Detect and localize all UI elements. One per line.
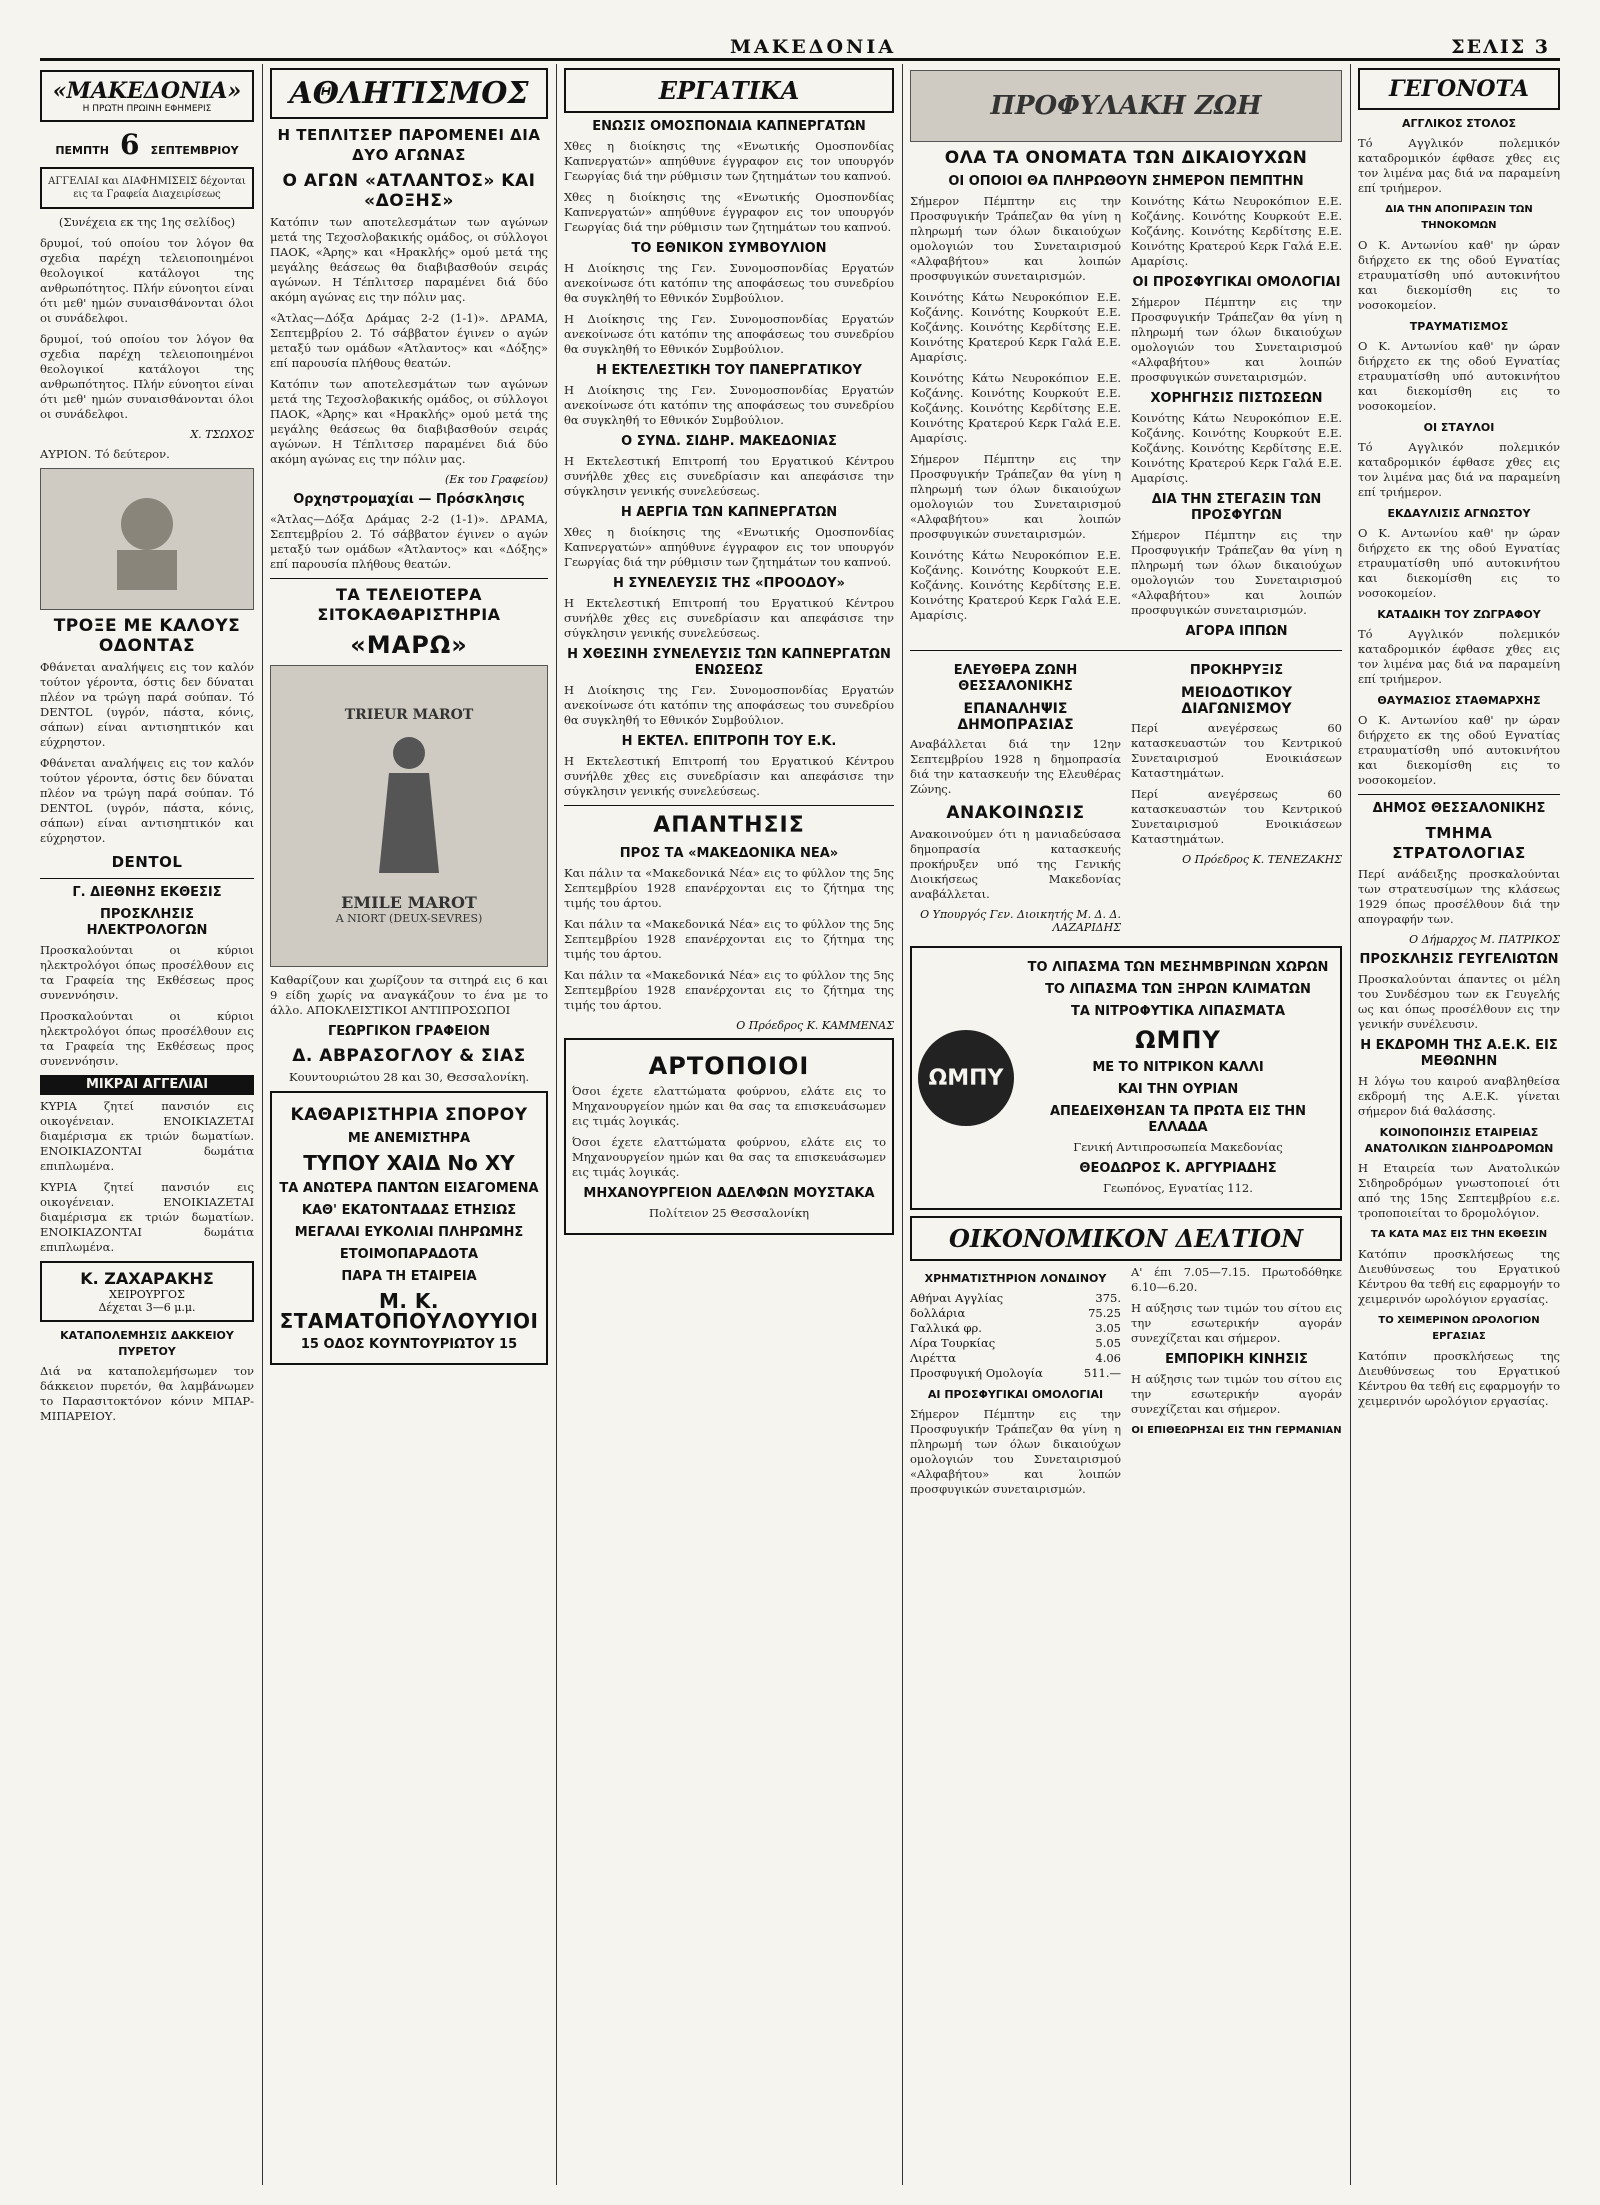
fert-line: Γενική Αντιπροσωπεία Μακεδονίας	[1073, 1140, 1283, 1154]
date-num: 6	[120, 128, 140, 161]
seed-sub: ΜΕ ΑΝΕΜΙΣΤΗΡΑ	[347, 1131, 471, 1146]
market-note: Α' έπι 7.05—7.15. Πρωτοδόθηκε 6.10—6.20.	[1131, 1265, 1342, 1294]
divider	[1358, 794, 1560, 795]
ad-agent: ΓΕΩΡΓΙΚΟΝ ΓΡΑΦΕΙΟΝ	[328, 1024, 490, 1039]
article-text: Ο Κ. Αντωνίου καθ' ην ώραν διήρχετο εκ της οδού Εγνατίας ετραυματίσθη υπό αυτοκινήτου και διεκομίσθη εις το νοσοκομείον.	[1358, 713, 1560, 787]
article-text: Κατόπιν των αποτελεσμάτων των αγώνων μετά της Τεχοσλοβακικής ομάδος, οι σύλλογοι ΠΑΟΚ, «Άρης» και «Ηρακλής» ομού μετά της μεγάλης θεάσεως θα διαβιβασθούν σειράς αγώνων. Η Τέπλιτσερ παραμένει διά δύο ακόμη αγώνας εις την πόλιν μας.	[270, 215, 548, 304]
answer-body: Και πάλιν τα «Μακεδονικά Νέα» εις το φύλλον της 5ης Σεπτεμβρίου 1928 επανέρχονται εις το ζήτημα της τιμής του άρτου.	[564, 866, 894, 910]
column-divider	[262, 64, 263, 2185]
dentol-body: Φθάνεται αναλήψεις εις τον καλόν τούτον γέροντα, όστις δεν δύναται πλέον να τρώγη παρά σούπαν. Τό DENTOL (υγρόν, πάστα, κόνις, σάπων) είναι αντισηπτικόν και εύχρηστον.	[40, 756, 254, 845]
answer-signature: Ο Πρόεδρος Κ. ΚΑΜΜΕΝΑΣ	[736, 1019, 894, 1032]
exchange-value: 3.05	[1095, 1321, 1121, 1335]
fert-line: ΤΟ ΛΙΠΑΣΜΑ ΤΩΝ ΞΗΡΩΝ ΚΛΙΜΑΤΩΝ	[1045, 982, 1311, 997]
subhead: ΕΚΔΑΥΛΙΣΙΣ ΑΓΝΩΣΤΟΥ	[1387, 507, 1531, 520]
rail-body: Η Εταιρεία των Ανατολικών Σιδηροδρόμων γνωστοποιεί ότι από της 15ης Σεπτεμβρίου ε.ε. τροποποιείται το δρομολόγιον.	[1358, 1161, 1560, 1220]
article-text: Κοινότης Κάτω Νευροκόπιον Ε.Ε. Κοζάνης. Κοινότης Κουρκούτ Ε.Ε. Κοζάνης. Κοινότης Κερδίτσης Ε.Ε. Κοινότης Κρατερού Κερκ Γαλά Ε.Ε. Αμαρίσις.	[1131, 411, 1342, 485]
ad-image-place: A NIORT (DEUX-SEVRES)	[335, 912, 483, 925]
subhead: Η ΕΚΤΕΛ. ΕΠΙΤΡΟΠΗ ΤΟΥ Ε.Κ.	[621, 734, 837, 749]
subhead: ΤΡΑΥΜΑΤΙΣΜΟΣ	[1409, 320, 1509, 333]
fert-agent: ΘΕΟΔΩΡΟΣ Κ. ΑΡΓΥΡΙΑΔΗΣ	[1079, 1161, 1277, 1176]
nameplate-box	[40, 70, 254, 122]
small-ads-body: ΚΥΡΙΑ ζητεί πανσιόν εις οικογένειαν. ΕΝΟΙΚΙΑΖΕΤΑΙ διαμέρισμα εκ τριών δωματίων. ΕΝΟΙΚΙΑΖΟΝΤΑΙ δωμάτια επιπλωμένα.	[40, 1099, 254, 1173]
expo-body: Προσκαλούνται οι κύριοι ηλεκτρολόγοι όπως προσέλθουν εις τα Γραφεία της Εκθέσεως προς συνεννόησιν.	[40, 1009, 254, 1068]
article-text: Κοινότης Κάτω Νευροκόπιον Ε.Ε. Κοζάνης. Κοινότης Κουρκούτ Ε.Ε. Κοζάνης. Κοινότης Κερδίτσης Ε.Ε. Κοινότης Κρατερού Κερκ Γαλά Ε.Ε. Αμαρίσις.	[910, 548, 1121, 622]
subhead: ΑΙ ΠΡΟΣΦΥΓΙΚΑΙ ΟΜΟΛΟΓΙΑΙ	[927, 1388, 1104, 1401]
headline: ΟΙ ΟΠΟΙΟΙ ΘΑ ΠΛΗΡΩΘΟΥΝ ΣΗΜΕΡΟΝ ΠΕΜΠΤΗΝ	[948, 174, 1304, 189]
tender-body: Περί ανεγέρσεως 60 κατασκευαστών του Κεντρικού Συνεταιρισμού Ενοικιάσεων Καταστημάτων.	[1131, 787, 1342, 846]
exchange-row	[910, 1351, 1121, 1366]
seed-line: ΤΑ ΑΝΩΤΕΡΑ ΠΑΝΤΩΝ ΕΙΣΑΓΟΜΕΝΑ	[279, 1181, 539, 1196]
page-label: ΣΕΛΙΣ 3	[1451, 36, 1550, 58]
article-text: Η Εκτελεστική Επιτροπή του Εργατικού Κέντρου συνήλθε χθες εις συνεδρίασιν και απεφάσισε την σύγκλησιν γενικής συνελεύσεως.	[564, 754, 894, 798]
article-text: Σήμερον Πέμπτην εις την Προσφυγικήν Τράπεζαν θα γίνη η πληρωμή των όλων δικαιούχων ομολογιών του Συνεταιρισμού «Αλφαβήτου» και λοιπών προσφυγικών συνεταιρισμών.	[1131, 528, 1342, 617]
zacharakis-role: ΧΕΙΡΟΥΡΓΟΣ	[109, 1288, 185, 1301]
divider	[270, 578, 548, 579]
exchange-value: 4.06	[1095, 1351, 1121, 1365]
market-notes	[1131, 1265, 1342, 1503]
seed-line: ΠΑΡΑ ΤΗ ΕΤΑΙΡΕΙΑ	[341, 1269, 477, 1284]
notice-signature: Ο Υπουργός Γεν. Διοικητής Μ. Δ. Δ. ΛΑΖΑΡΙΔΗΣ	[920, 908, 1121, 934]
article-text: Σήμερον Πέμπτην εις την Προσφυγικήν Τράπεζαν θα γίνη η πληρωμή των όλων δικαιούχων ομολογιών του Συνεταιρισμού «Αλφαβήτου» και λοιπών προσφυγικών συνεταιρισμών.	[1131, 295, 1342, 384]
headline: ΟΛΑ ΤΑ ΟΝΟΜΑΤΑ ΤΩΝ ΔΙΚΑΙΟΥΧΩΝ	[944, 148, 1308, 168]
article-text: Κοινότης Κάτω Νευροκόπιον Ε.Ε. Κοζάνης. Κοινότης Κουρκούτ Ε.Ε. Κοζάνης. Κοινότης Κερδίτσης Ε.Ε. Κοινότης Κρατερού Κερκ Γαλά Ε.Ε. Αμαρίσις.	[910, 371, 1121, 445]
subhead: ΤΑ ΚΑΤΑ ΜΑΣ ΕΙΣ ΤΗΝ ΕΚΘΕΣΙΝ	[1370, 1229, 1548, 1240]
avrion-note: ΑΥΡΙΟΝ. Τό δεύτερον.	[40, 447, 170, 461]
article-text: Σήμερον Πέμπτην εις την Προσφυγικήν Τράπεζαν θα γίνη η πληρωμή των όλων δικαιούχων ομολογιών του Συνεταιρισμού «Αλφαβήτου» και λοιπών προσφυγικών συνεταιρισμών.	[910, 1407, 1121, 1496]
illustration-icon	[40, 468, 254, 610]
section-banner-refugee: ΠΡΟΦΥΛΑΚΗ ΖΩΗ	[910, 70, 1342, 142]
article-text: δρυμοί, τού οποίου τον λόγον θα σχεδια παρέχη τελειοποιημένοι θεολογικοί κατάλογοι της ανθρωπότητος. Πλήν εύνοητοι είναι ότι μεθ' ημών συναισθάνονται όλοι οι συνάδελφοι.	[40, 332, 254, 421]
exchange-row	[910, 1306, 1121, 1321]
column-2	[270, 64, 548, 2195]
trade-zone-notice	[910, 657, 1121, 940]
subhead: ΔΙΑ ΤΗΝ ΣΤΕΓΑΣΙΝ ΤΩΝ ΠΡΟΣΦΥΓΩΝ	[1151, 492, 1322, 523]
bakers-body: Όσοι έχετε ελαττώματα φούρνου, ελάτε εις το Μηχανουργείον ημών και θα σας τα επισκευάσωμεν εις τιμάς λογικάς.	[572, 1084, 886, 1128]
column-divider	[556, 64, 557, 2185]
article-text: Χθες η διοίκησις της «Ενωτικής Ομοσπονδίας Καπνεργατών» απηύθυνε έγγραφον εις τον υπουργόν Γεωργίας διά την ρύθμισιν των ζητημάτων του καπνού.	[564, 190, 894, 234]
farmer-sowing-icon	[270, 665, 548, 967]
article-text: δρυμοί, τού οποίου τον λόγον θα σχεδια παρέχη τελειοποιημένοι θεολογικοί κατάλογοι της ανθρωπότητος. Πλήν εύνοητοι είναι ότι μεθ' ημών συναισθάνονται όλοι οι συνάδελφοι.	[40, 236, 254, 325]
dept-sub: ΤΜΗΜΑ ΣΤΡΑΤΟΛΟΓΙΑΣ	[1392, 824, 1526, 862]
subhead: ΔΙΑ ΤΗΝ ΑΠΟΠΙΡΑΣΙΝ ΤΩΝ ΤΗΝΟΚΟΜΩΝ	[1385, 204, 1533, 231]
exchange-row	[910, 1321, 1121, 1336]
column-5	[1358, 64, 1560, 2195]
zacharakis-hours: Δέχεται 3—6 μ.μ.	[98, 1301, 196, 1314]
subhead: ΚΑΤΑΔΙΚΗ ΤΟΥ ΖΩΓΡΑΦΟΥ	[1377, 608, 1541, 621]
circle-logo-icon: ΩΜΠΥ	[918, 1030, 1014, 1126]
sub-column	[910, 194, 1121, 644]
subhead: ΟΙ ΣΤΑΥΛΟΙ	[1423, 421, 1495, 434]
seed-line: ΕΤΟΙΜΟΠΑΡΑΔΟΤΑ	[339, 1247, 479, 1262]
expo-body: Προσκαλούνται οι κύριοι ηλεκτρολόγοι όπως προσέλθουν εις τα Γραφεία της Εκθέσεως προς συνεννόησιν.	[40, 943, 254, 1002]
section-banner-labor: ΕΡΓΑΤΙΚΑ	[564, 68, 894, 113]
subhead: ΑΓΟΡΑ ΙΠΠΩΝ	[1185, 624, 1288, 639]
section-banner-events: ΓΕΓΟΝΟΤΑ	[1358, 68, 1560, 110]
small-ads-body: ΚΥΡΙΑ ζητεί πανσιόν εις οικογένειαν. ΕΝΟΙΚΙΑΖΕΤΑΙ διαμέρισμα εκ τριών δωματίων. ΕΝΟΙΚΙΑΖΟΝΤΑΙ δωμάτια επιπλωμένα.	[40, 1180, 254, 1254]
sub-column	[1131, 194, 1342, 644]
nameplate: «ΜΑΚΕΔΟΝΙΑ»	[52, 78, 242, 104]
article-text: Τό Αγγλικόν πολεμικόν καταδρομικόν έφθασε χθες εις τον λιμένα μας διά να παραμείνη επί τριήμερον.	[1358, 440, 1560, 499]
fever-title: ΚΑΤΑΠΟΛΕΜΗΣΙΣ ΔΑΚΚΕΙΟΥ ΠΥΡΕΤΟΥ	[60, 1329, 234, 1358]
seed-line: ΜΕΓΑΛΑΙ ΕΥΚΟΛΙΑΙ ΠΛΗΡΩΜΗΣ	[294, 1225, 524, 1240]
answer-body: Και πάλιν τα «Μακεδονικά Νέα» εις το φύλλον της 5ης Σεπτεμβρίου 1928 επανέρχονται εις το ζήτημα της τιμής του άρτου.	[564, 968, 894, 1012]
ad-agent-name: Δ. ΑΒΡΑΣΟΓΛΟΥ & ΣΙΑΣ	[292, 1046, 526, 1066]
seed-model: Νο ΧΥ	[447, 1151, 515, 1175]
exchange-label: Προσφυγική Ομολογία	[910, 1366, 1043, 1380]
fertilizer-text	[1022, 954, 1334, 1202]
bakers-body: Όσοι έχετε ελαττώματα φούρνου, ελάτε εις το Μηχανουργείον ημών και θα σας τα επισκευάσωμεν εις τιμάς λογικάς.	[572, 1135, 886, 1179]
dept-title: ΔΗΜΟΣ ΘΕΣΣΑΛΟΝΙΚΗΣ	[1372, 801, 1546, 816]
article-text: Ο Κ. Αντωνίου καθ' ην ώραν διήρχετο εκ της οδού Εγνατίας ετραυματίσθη υπό αυτοκινήτου και διεκομίσθη εις το νοσοκομείον.	[1358, 526, 1560, 600]
column-divider	[1350, 64, 1351, 2185]
exchange-value: 75.25	[1088, 1306, 1121, 1320]
seed-type: ΤΥΠΟΥ	[303, 1151, 380, 1175]
ad-agent-addr: Κουντουριώτου 28 και 30, Θεσσαλονίκη.	[288, 1070, 529, 1084]
article-text: Κατόπιν προσκλήσεως της Διευθύνσεως του Εργατικού Κέντρου θα τεθή εις εφαρμογήν το χειμερινόν ωρολόγιον εργασίας.	[1358, 1247, 1560, 1306]
column-1	[40, 64, 254, 2195]
notice-body: Ανακοινούμεν ότι η μανιαδεύσασα δημοπρασία κατασκευής προκήρυξεν υπό της Γενικής Διοικήσεως Μακεδονίας αναβάλλεται.	[910, 827, 1121, 901]
subhead: Η ΕΚΤΕΛΕΣΤΙΚΗ ΤΟΥ ΠΑΝΕΡΓΑΤΙΚΟΥ	[596, 363, 862, 378]
exchange-row	[910, 1336, 1121, 1351]
excursion-title: Η ΕΚΔΡΟΜΗ ΤΗΣ Α.Ε.Κ. ΕΙΣ ΜΕΘΩΝΗΝ	[1360, 1038, 1558, 1069]
signature: (Εκ του Γραφείου)	[445, 473, 548, 486]
notice-title: ΑΝΑΚΟΙΝΩΣΙΣ	[946, 803, 1085, 823]
tender-sub: ΜΕΙΟΔΟΤΙΚΟΥ ΔΙΑΓΩΝΙΣΜΟΥ	[1181, 685, 1292, 717]
tender-title: ΠΡΟΚΗΡΥΞΙΣ	[1189, 663, 1284, 678]
column-divider	[902, 64, 903, 2185]
article-text: Η Εκτελεστική Επιτροπή του Εργατικού Κέντρου συνήλθε χθες εις συνεδρίασιν και απεφάσισε την σύγκλησιν γενικής συνελεύσεως.	[564, 596, 894, 640]
exchange-title: ΧΡΗΜΑΤΙΣΤΗΡΙΟΝ ΛΟΝΔΙΝΟΥ	[924, 1272, 1107, 1285]
date-block	[40, 128, 254, 161]
exchange-row	[910, 1366, 1121, 1381]
exchange-value: 375.	[1095, 1291, 1121, 1305]
subhead: ΤΟ ΕΘΝΙΚΟΝ ΣΥΜΒΟΥΛΙΟΝ	[631, 241, 827, 256]
dept-signature: Ο Δήμαρχος Μ. ΠΑΤΡΙΚΟΣ	[1409, 933, 1560, 946]
bakers-ad	[564, 1038, 894, 1235]
article-text: Χθες η διοίκησις της «Ενωτικής Ομοσπονδίας Καπνεργατών» απηύθυνε έγγραφον εις τον υπουργόν Γεωργίας διά την ρύθμισιν των ζητημάτων του καπνού.	[564, 525, 894, 569]
divider	[564, 805, 894, 806]
answer-body: Και πάλιν τα «Μακεδονικά Νέα» εις το φύλλον της 5ης Σεπτεμβρίου 1928 επανέρχονται εις το ζήτημα της τιμής του άρτου.	[564, 917, 894, 961]
ad-body: Καθαρίζουν και χωρίζουν τα σιτηρά εις 6 και 9 είδη χωρίς να αναγκάζουν το ένα με το άλλο. ΑΠΟΚΛΕΙΣΤΙΚΟΙ ΑΝΤΙΠΡΟΣΩΠΟΙ	[270, 973, 548, 1017]
article-text: Τό Αγγλικόν πολεμικόν καταδρομικόν έφθασε χθες εις τον λιμένα μας διά να παραμείνη επί τριήμερον.	[1358, 627, 1560, 686]
exchange-label: δολλάρια	[910, 1306, 966, 1320]
fert-line: ΤΟ ΛΙΠΑΣΜΑ ΤΩΝ ΜΕΣΗΜΒΡΙΝΩΝ ΧΩΡΩΝ	[1027, 960, 1329, 975]
ad-image-brand: TRIEUR MAROT	[344, 707, 474, 723]
subhead: ΧΟΡΗΓΗΣΙΣ ΠΙΣΤΩΣΕΩΝ	[1150, 391, 1323, 406]
continued-note: (Συνέχεια εκ της 1ης σελίδος)	[58, 215, 236, 229]
subhead: ΑΓΓΛΙΚΟΣ ΣΤΟΛΟΣ	[1401, 117, 1517, 130]
subhead: ΕΝΩΣΙΣ ΟΜΟΣΠΟΝΔΙΑ ΚΑΠΝΕΡΓΑΤΩΝ	[592, 119, 866, 134]
notices-block	[910, 657, 1342, 940]
fert-line: ΚΑΙ ΤΗΝ ΟΥΡΙΑΝ	[1117, 1082, 1239, 1097]
paper-name: ΜΑΚΕΔΟΝΙΑ	[730, 36, 897, 58]
article-text: Κατόπιν προσκλήσεως της Διευθύνσεως του Εργατικού Κέντρου θα τεθή εις εφαρμογήν το χειμερινόν ωρολόγιον εργασίας.	[1358, 1349, 1560, 1408]
subhead: Η ΑΕΡΓΙΑ ΤΩΝ ΚΑΠΝΕΡΓΑΤΩΝ	[620, 505, 838, 520]
economic-block	[910, 1265, 1342, 1503]
dentol-title: ΤΡΟΞΕ ΜΕ ΚΑΛΟΥΣ ΟΔΟΝΤΑΣ	[53, 616, 241, 656]
dentol-body: Φθάνεται αναλήψεις εις τον καλόν τούτον γέροντα, όστις δεν δύναται πλέον να τρώγη παρά σούπαν. Τό DENTOL (υγρόν, πάστα, κόνις, σάπων) είναι αντισηπτικόν και εύχρηστον.	[40, 660, 254, 749]
small-ads-title: ΜΙΚΡΑΙ ΑΓΓΕΛΙΑΙ	[40, 1075, 254, 1095]
rail-title: ΚΟΙΝΟΠΟΙΗΣΙΣ ΕΤΑΙΡΕΙΑΣ ΑΝΑΤΟΛΙΚΩΝ ΣΙΔΗΡΟΔΡΟΜΩΝ	[1364, 1126, 1554, 1155]
seed-line: ΚΑΘ' ΕΚΑΤΟΝΤΑΔΑΣ ΕΤΗΣΙΩΣ	[301, 1203, 517, 1218]
subhead: ΟΙ ΕΠΙΘΕΩΡΗΣΑΙ ΕΙΣ ΤΗΝ ΓΕΡΜΑΝΙΑΝ	[1131, 1425, 1342, 1436]
subhead: Ο ΣΥΝΔ. ΣΙΔΗΡ. ΜΑΚΕΔΟΝΙΑΣ	[621, 434, 837, 449]
exchange-value: 511.—	[1083, 1366, 1121, 1380]
call-title: ΠΡΟΣΚΛΗΣΙΣ ΓΕΥΓΕΛΙΩΤΩΝ	[1359, 952, 1559, 967]
tender-notice	[1131, 657, 1342, 940]
article-text: Η Διοίκησις της Γεν. Συνομοσπονδίας Εργατών ανεκοίνωσε ότι κατόπιν της αποφάσεως του συνεδρίου θα συγκληθή το Εθνικόν Συμβούλιον.	[564, 312, 894, 356]
dept-body: Περί ανάδειξης προσκαλούνται των στρατευσίμων της κλάσεως 1929 όπως προσέλθουν διά την απογραφήν των.	[1358, 867, 1560, 926]
article-text: Η Διοίκησις της Γεν. Συνομοσπονδίας Εργατών ανεκοίνωσε ότι κατόπιν της αποφάσεως του συνεδρίου θα συγκληθή το Εθνικόν Συμβούλιον.	[564, 383, 894, 427]
article-text: «Άτλας—Δόξα Δράμας 2-2 (1-1)». ΔΡΑΜΑ, Σεπτεμβρίου 2. Τό σάββατον έγινεν ο αγών μεταξύ των ομάδων «Άτλαντος» και «Δόξης» επί παρουσία πλήθους θεατών.	[270, 512, 548, 571]
article-text: Χθες η διοίκησις της «Ενωτικής Ομοσπονδίας Καπνεργατών» απηύθυνε έγγραφον εις τον υπουργόν Γεωργίας διά την ρύθμισιν των ζητημάτων του καπνού.	[564, 139, 894, 183]
excursion-body: Η λόγω του καιρού αναβληθείσα εκδρομή της Α.Ε.Κ. γίνεται σήμερον διά θαλάσσης.	[1358, 1074, 1560, 1118]
fert-addr: Γεωπόνος, Εγνατίας 112.	[1103, 1181, 1253, 1195]
tender-body: Περί ανεγέρσεως 60 κατασκευαστών του Κεντρικού Συνεταιρισμού Ενοικιάσεων Καταστημάτων.	[1131, 721, 1342, 780]
seed-company: Μ. Κ. ΣΤΑΜΑΤΟΠΟΥΛΟΥΥΙΟΙ	[279, 1289, 539, 1333]
fert-line: ΜΕ ΤΟ ΝΙΤΡΙΚΟΝ ΚΑΛΛΙ	[1092, 1060, 1264, 1075]
bakers-firm: ΜΗΧΑΝΟΥΡΓΕΙΟΝ ΑΔΕΛΦΩΝ ΜΟΥΣΤΑΚΑ	[583, 1186, 875, 1201]
trade-zone-title: ΕΛΕΥΘΕΡΑ ΖΩΝΗ ΘΕΣΣΑΛΟΝΙΚΗΣ	[953, 663, 1078, 694]
article-text: Η αύξησις των τιμών του σίτου εις την εσωτερικήν αγοράν συνεχίζεται και σήμερον.	[1131, 1301, 1342, 1345]
article-text: Σήμερον Πέμπτην εις την Προσφυγικήν Τράπεζαν θα γίνη η πληρωμή των όλων δικαιούχων ομολογιών του Συνεταιρισμού «Αλφαβήτου» και λοιπών προσφυγικών συνεταιρισμών.	[910, 452, 1121, 541]
article-text: Η Διοίκησις της Γεν. Συνομοσπονδίας Εργατών ανεκοίνωσε ότι κατόπιν της αποφάσεως του συνεδρίου θα συγκληθή το Εθνικόν Συμβούλιον.	[564, 683, 894, 727]
two-column-block	[910, 194, 1342, 644]
exchange-label: Λιρέττα	[910, 1351, 957, 1365]
exchange-value: 5.05	[1095, 1336, 1121, 1350]
fert-line: ΑΠΕΔΕΙΧΘΗΣΑΝ ΤΑ ΠΡΩΤΑ ΕΙΣ ΤΗΝ ΕΛΛΑΔΑ	[1049, 1104, 1307, 1135]
bakers-title: ΑΡΤΟΠΟΙΟΙ	[648, 1052, 810, 1080]
ad-headline: ΤΑ ΤΕΛΕΙΟΤΕΡΑ ΣΙΤΟΚΑΘΑΡΙΣΤΗΡΙΑ	[317, 585, 501, 624]
subhead: Η ΣΥΝΕΛΕΥΣΙΣ ΤΗΣ «ΠΡΟΟΔΟΥ»	[613, 576, 845, 591]
exchange-table	[910, 1265, 1121, 1503]
exchange-row	[910, 1291, 1121, 1306]
fert-line: ΤΑ ΝΙΤΡΟΦΥΤΙΚΑ ΛΙΠΑΣΜΑΤΑ	[1070, 1004, 1286, 1019]
subheads: Ορχηστρομαχίαι — Πρόσκλησις	[293, 492, 525, 507]
subhead: ΘΑΥΜΑΣΙΟΣ ΣΤΑΘΜΑΡΧΗΣ	[1377, 694, 1541, 707]
fertilizer-ad	[910, 946, 1342, 1210]
article-text: Κατόπιν των αποτελεσμάτων των αγώνων μετά της Τεχοσλοβακικής ομάδος, οι σύλλογοι ΠΑΟΚ, «Άρης» και «Ηρακλής» ομού μετά της μεγάλης θεάσεως θα διαβιβασθούν σειράς αγώνων. Η Τέπλιτσερ παραμένει διά δύο ακόμη αγώνας εις την πόλιν μας.	[270, 377, 548, 466]
seed-cleaner-ad	[270, 1091, 548, 1365]
subhead: Η ΧΘΕΣΙΝΗ ΣΥΝΕΛΕΥΣΙΣ ΤΩΝ ΚΑΠΝΕΡΓΑΤΩΝ ΕΝΩΣΕΩΣ	[567, 647, 891, 678]
article-text: Κοινότης Κάτω Νευροκόπιον Ε.Ε. Κοζάνης. Κοινότης Κουρκούτ Ε.Ε. Κοζάνης. Κοινότης Κερδίτσης Ε.Ε. Κοινότης Κρατερού Κερκ Γαλά Ε.Ε. Αμαρίσις.	[910, 290, 1121, 364]
masthead	[40, 36, 1560, 61]
date-day: ΠΕΜΠΤΗ	[55, 144, 109, 157]
dentol-brand: DENTOL	[111, 853, 183, 871]
exchange-label: Γαλλικά φρ.	[910, 1321, 982, 1335]
article-text: Η αύξησις των τιμών του σίτου εις την εσωτερικήν αγοράν συνεχίζεται και σήμερον.	[1131, 1372, 1342, 1416]
article-text: Κοινότης Κάτω Νευροκόπιον Ε.Ε. Κοζάνης. Κοινότης Κουρκούτ Ε.Ε. Κοζάνης. Κοινότης Κερδίτσης Ε.Ε. Κοινότης Κρατερού Κερκ Γαλά Ε.Ε. Αμαρίσις.	[1131, 194, 1342, 268]
fert-brand: ΩΜΠΥ	[1135, 1026, 1221, 1054]
seed-address: 15 ΟΔΟΣ ΚΟΥΝΤΟΥΡΙΩΤΟΥ 15	[300, 1337, 518, 1352]
answer-title: ΑΠΑΝΤΗΣΙΣ	[653, 813, 805, 838]
exchange-label: Αθήναι Αγγλίας	[910, 1291, 1004, 1305]
signature: Χ. ΤΣΩΧΟΣ	[190, 428, 254, 441]
economic-bulletin-banner: ΟΙΚΟΝΟΜΙΚΟΝ ΔΕΛΤΙΟΝ	[910, 1216, 1342, 1261]
section-banner-sports: ΑΘΛΗΤΙΣΜΟΣ	[270, 68, 548, 119]
date-month: ΣΕΠΤΕΜΒΡΙΟΥ	[150, 144, 239, 157]
divider	[910, 650, 1342, 651]
headline: Η ΤΕΠΛΙΤΣΕΡ ΠΑΡΟΜΕΝΕΙ ΔΙΑ ΔΥΟ ΑΓΩΝΑΣ	[277, 126, 541, 164]
column-3	[564, 64, 894, 2195]
expo-sub: ΠΡΟΣΚΛΗΣΙΣ ΗΛΕΚΤΡΟΛΟΓΩΝ	[86, 907, 208, 938]
article-text: Η Εκτελεστική Επιτροπή του Εργατικού Κέντρου συνήλθε χθες εις συνεδρίασιν και απεφάσισε την σύγκλησιν γενικής συνελεύσεως.	[564, 454, 894, 498]
exchange-label: Λίρα Τουρκίας	[910, 1336, 996, 1350]
article-text: Ο Κ. Αντωνίου καθ' ην ώραν διήρχετο εκ της οδού Εγνατίας ετραυματίσθη υπό αυτοκινήτου και διεκομίσθη εις το νοσοκομείον.	[1358, 238, 1560, 312]
subhead: ΟΙ ΠΡΟΣΦΥΓΙΚΑΙ ΟΜΟΛΟΓΙΑΙ	[1132, 275, 1341, 290]
ad-brand: «ΜΑΡΩ»	[350, 631, 468, 659]
zacharakis-name: Κ. ΖΑΧΑΡΑΚΗΣ	[80, 1269, 214, 1288]
article-text: Ο Κ. Αντωνίου καθ' ην ώραν διήρχετο εκ της οδού Εγνατίας ετραυματίσθη υπό αυτοκινήτου και διεκομίσθη εις το νοσοκομείον.	[1358, 339, 1560, 413]
seed-brand: ΧΑΙΔ	[386, 1151, 441, 1175]
seed-title: ΚΑΘΑΡΙΣΤΗΡΙΑ ΣΠΟΡΟΥ	[290, 1105, 528, 1125]
expo-title: Γ. ΔΙΕΘΝΗΣ ΕΚΘΕΣΙΣ	[72, 885, 222, 900]
trade-zone-sub: ΕΠΑΝΑΛΗΨΙΣ ΔΗΜΟΠΡΑΣΙΑΣ	[957, 701, 1074, 733]
zacharakis-ad	[40, 1261, 254, 1322]
trade-title: ΕΜΠΟΡΙΚΗ ΚΙΝΗΣΙΣ	[1165, 1352, 1308, 1367]
column-4	[910, 64, 1342, 2195]
article-text: Η Διοίκησις της Γεν. Συνομοσπονδίας Εργατών ανεκοίνωσε ότι κατόπιν της αποφάσεως του συνεδρίου θα συγκληθή το Εθνικόν Συμβούλιον.	[564, 261, 894, 305]
ad-image-caption: EMILE MAROT	[341, 893, 477, 912]
call-body: Προσκαλούνται άπαντες οι μέλη του Συνδέσμου των εκ Γευγελής ως και όπως προσέλθουν εις την γενικήν συνέλευσιν.	[1358, 972, 1560, 1031]
article-text: «Άτλας—Δόξα Δράμας 2-2 (1-1)». ΔΡΑΜΑ, Σεπτεμβρίου 2. Τό σάββατον έγινεν ο αγών μεταξύ των ομάδων «Άτλαντος» και «Δόξης» επί παρουσία πλήθους θεατών.	[270, 311, 548, 370]
nameplate-sub: Η ΠΡΩΤΗ ΠΡΩΙΝΗ ΕΦΗΜΕΡΙΣ	[82, 104, 212, 114]
ads-box: ΑΓΓΕΛΙΑΙ και ΔΙΑΦΗΜΙΣΕΙΣ δέχονται εις τα Γραφεία Διαχειρίσεως	[40, 167, 254, 209]
article-text: Σήμερον Πέμπτην εις την Προσφυγικήν Τράπεζαν θα γίνη η πληρωμή των όλων δικαιούχων ομολογιών του Συνεταιρισμού «Αλφαβήτου» και λοιπών προσφυγικών συνεταιρισμών.	[910, 194, 1121, 283]
headline: Ο ΑΓΩΝ «ΑΤΛΑΝΤΟΣ» ΚΑΙ «ΔΟΞΗΣ»	[282, 171, 536, 211]
article-text: Τό Αγγλικόν πολεμικόν καταδρομικόν έφθασε χθες εις τον λιμένα μας διά να παραμείνη επί τριήμερον.	[1358, 136, 1560, 195]
fever-body: Διά να καταπολεμήσωμεν τον δάκκειον πυρετόν, θα λαμβάνωμεν το Παρασιτοκτόνον κόνιν ΜΠΑΡ-ΜΙΠΑΡΕΙΟΥ.	[40, 1364, 254, 1423]
answer-sub: ΠΡΟΣ ΤΑ «ΜΑΚΕΔΟΝΙΚΑ ΝΕΑ»	[619, 846, 839, 861]
divider	[40, 878, 254, 879]
subhead: ΤΟ ΧΕΙΜΕΡΙΝΟΝ ΩΡΟΛΟΓΙΟΝ ΕΡΓΑΣΙΑΣ	[1378, 1315, 1540, 1342]
trade-zone-body: Αναβάλλεται διά την 12ην Σεπτεμβρίου 1928 η δημοπρασία διά την κατασκευήν της Ελευθέρας Ζώνης.	[910, 737, 1121, 796]
tender-signature: Ο Πρόεδρος Κ. ΤΕΝΕΖΑΚΗΣ	[1182, 853, 1342, 866]
bakers-addr: Πολίτειον 25 Θεσσαλονίκη	[648, 1206, 810, 1220]
